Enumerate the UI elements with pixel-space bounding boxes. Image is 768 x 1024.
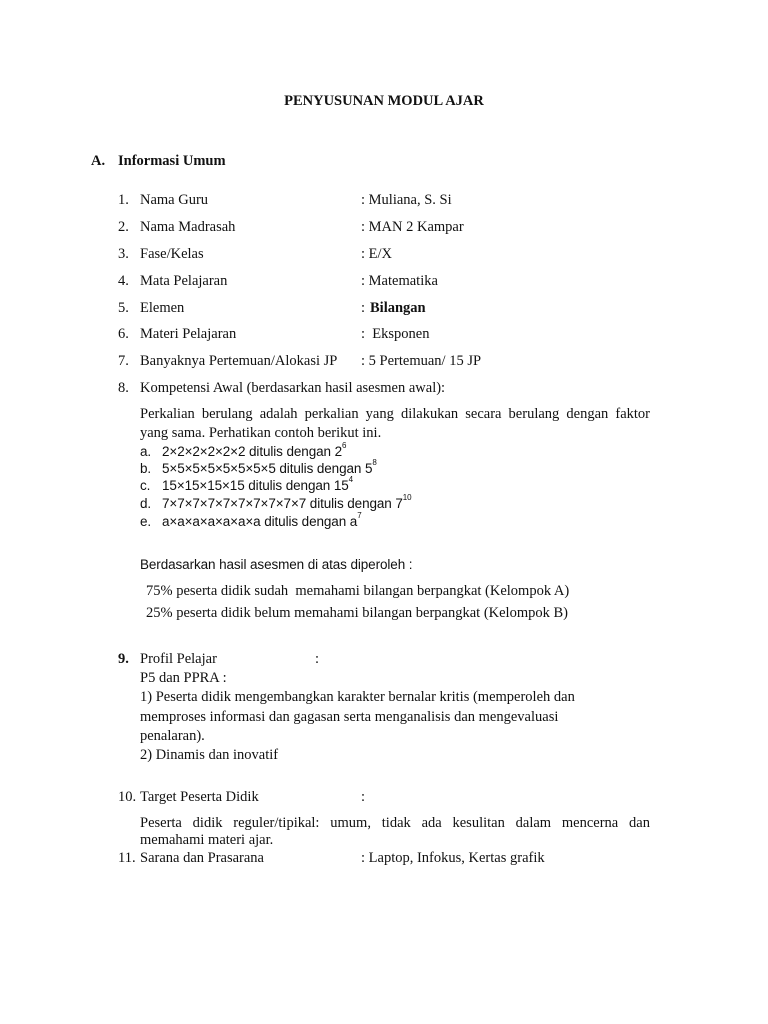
profil-line: 2) Dinamis dan inovatif	[140, 747, 279, 763]
example-exponent: 4	[348, 475, 354, 484]
item-label: Fase/Kelas	[140, 246, 204, 262]
example-letter: c.	[140, 478, 151, 493]
item-label: Nama Madrasah	[140, 219, 236, 235]
item-number: 9.	[118, 651, 129, 667]
profil-line: P5 dan PPRA :	[140, 670, 227, 686]
item-colon: :	[361, 789, 366, 805]
item-number: 3.	[118, 246, 129, 262]
example-exponent: 6	[342, 441, 347, 450]
example-expression: 5×5×5×5×5×5×5×5 ditulis dengan 5	[162, 461, 373, 476]
item-value: : Laptop, Infokus, Kertas grafik	[361, 850, 545, 866]
item-value: : Muliana, S. Si	[361, 192, 452, 208]
example-expression: 7×7×7×7×7×7×7×7×7×7 ditulis dengan 7	[162, 496, 403, 511]
example-expression: a×a×a×a×a×a×a ditulis dengan a	[162, 514, 358, 529]
example-text	[162, 441, 347, 459]
target-line-2: memahami materi ajar.	[140, 832, 274, 848]
example-text	[162, 493, 412, 511]
item-value: Bilangan	[370, 300, 426, 316]
example-letter: b.	[140, 461, 152, 476]
item-number: 10.	[118, 789, 137, 805]
item-value: : 5 Pertemuan/ 15 JP	[361, 353, 482, 369]
example-letter: e.	[140, 514, 152, 529]
item-number: 2.	[118, 219, 129, 235]
item-label: Nama Guru	[140, 192, 209, 208]
item-label: Banyaknya Pertemuan/Alokasi JP	[140, 353, 338, 369]
item-label: Mata Pelajaran	[140, 273, 228, 289]
result-group-a: 75% peserta didik sudah memahami bilangan berpangkat (Kelompok A)	[146, 583, 570, 599]
example-exponent: 8	[372, 458, 377, 467]
item-number: 11.	[118, 850, 136, 866]
example-expression: 15×15×15×15 ditulis dengan 15	[162, 478, 349, 493]
example-letter: d.	[140, 496, 152, 511]
item-number: 7.	[118, 353, 129, 369]
kompetensi-intro-line-2: yang sama. Perhatikan contoh berikut ini.	[140, 425, 382, 441]
item-colon: :	[315, 651, 320, 667]
item-value: : E/X	[361, 246, 393, 262]
item-number: 5.	[118, 300, 129, 316]
item-number: 6.	[118, 326, 129, 342]
item-number: 1.	[118, 192, 129, 208]
item-label: Kompetensi Awal (berdasarkan hasil asesmen awal):	[140, 380, 446, 396]
example-text	[162, 511, 362, 529]
example-exponent: 7	[357, 511, 362, 520]
result-intro: Berdasarkan hasil asesmen di atas diperoleh :	[140, 557, 413, 572]
item-value: : Matematika	[361, 273, 438, 289]
profil-line: 1) Peserta didik mengembangkan karakter bernalar kritis (memperoleh dan	[140, 689, 575, 705]
item-label: Elemen	[140, 300, 185, 316]
item-label: Sarana dan Prasarana	[140, 850, 264, 866]
item-colon: :	[361, 300, 366, 316]
example-exponent: 10	[402, 493, 412, 502]
profil-line: penalaran).	[140, 728, 205, 744]
item-label: Profil Pelajar	[140, 651, 217, 667]
item-label: Materi Pelajaran	[140, 326, 237, 342]
section-heading: Informasi Umum	[118, 153, 226, 169]
item-number: 8.	[118, 380, 129, 396]
item-label: Target Peserta Didik	[140, 789, 259, 805]
item-value: : Eksponen	[361, 326, 430, 342]
profil-line: memproses informasi dan gagasan serta menganalisis dan mengevaluasi	[140, 709, 559, 725]
target-line-1: Peserta didik reguler/tipikal: umum, tidak ada kesulitan dalam mencerna dan	[140, 815, 650, 831]
kompetensi-intro-line-1: Perkalian berulang adalah perkalian yang dilakukan secara berulang dengan faktor	[140, 406, 650, 422]
example-text	[162, 458, 377, 476]
example-expression: 2×2×2×2×2×2 ditulis dengan 2	[162, 444, 342, 459]
example-text	[162, 475, 354, 493]
example-letter: a.	[140, 444, 152, 459]
section-letter: A.	[91, 153, 106, 169]
item-value: : MAN 2 Kampar	[361, 219, 464, 235]
item-number: 4.	[118, 273, 129, 289]
result-group-b: 25% peserta didik belum memahami bilangan berpangkat (Kelompok B)	[146, 605, 568, 621]
page-title: PENYUSUNAN MODUL AJAR	[284, 93, 484, 109]
